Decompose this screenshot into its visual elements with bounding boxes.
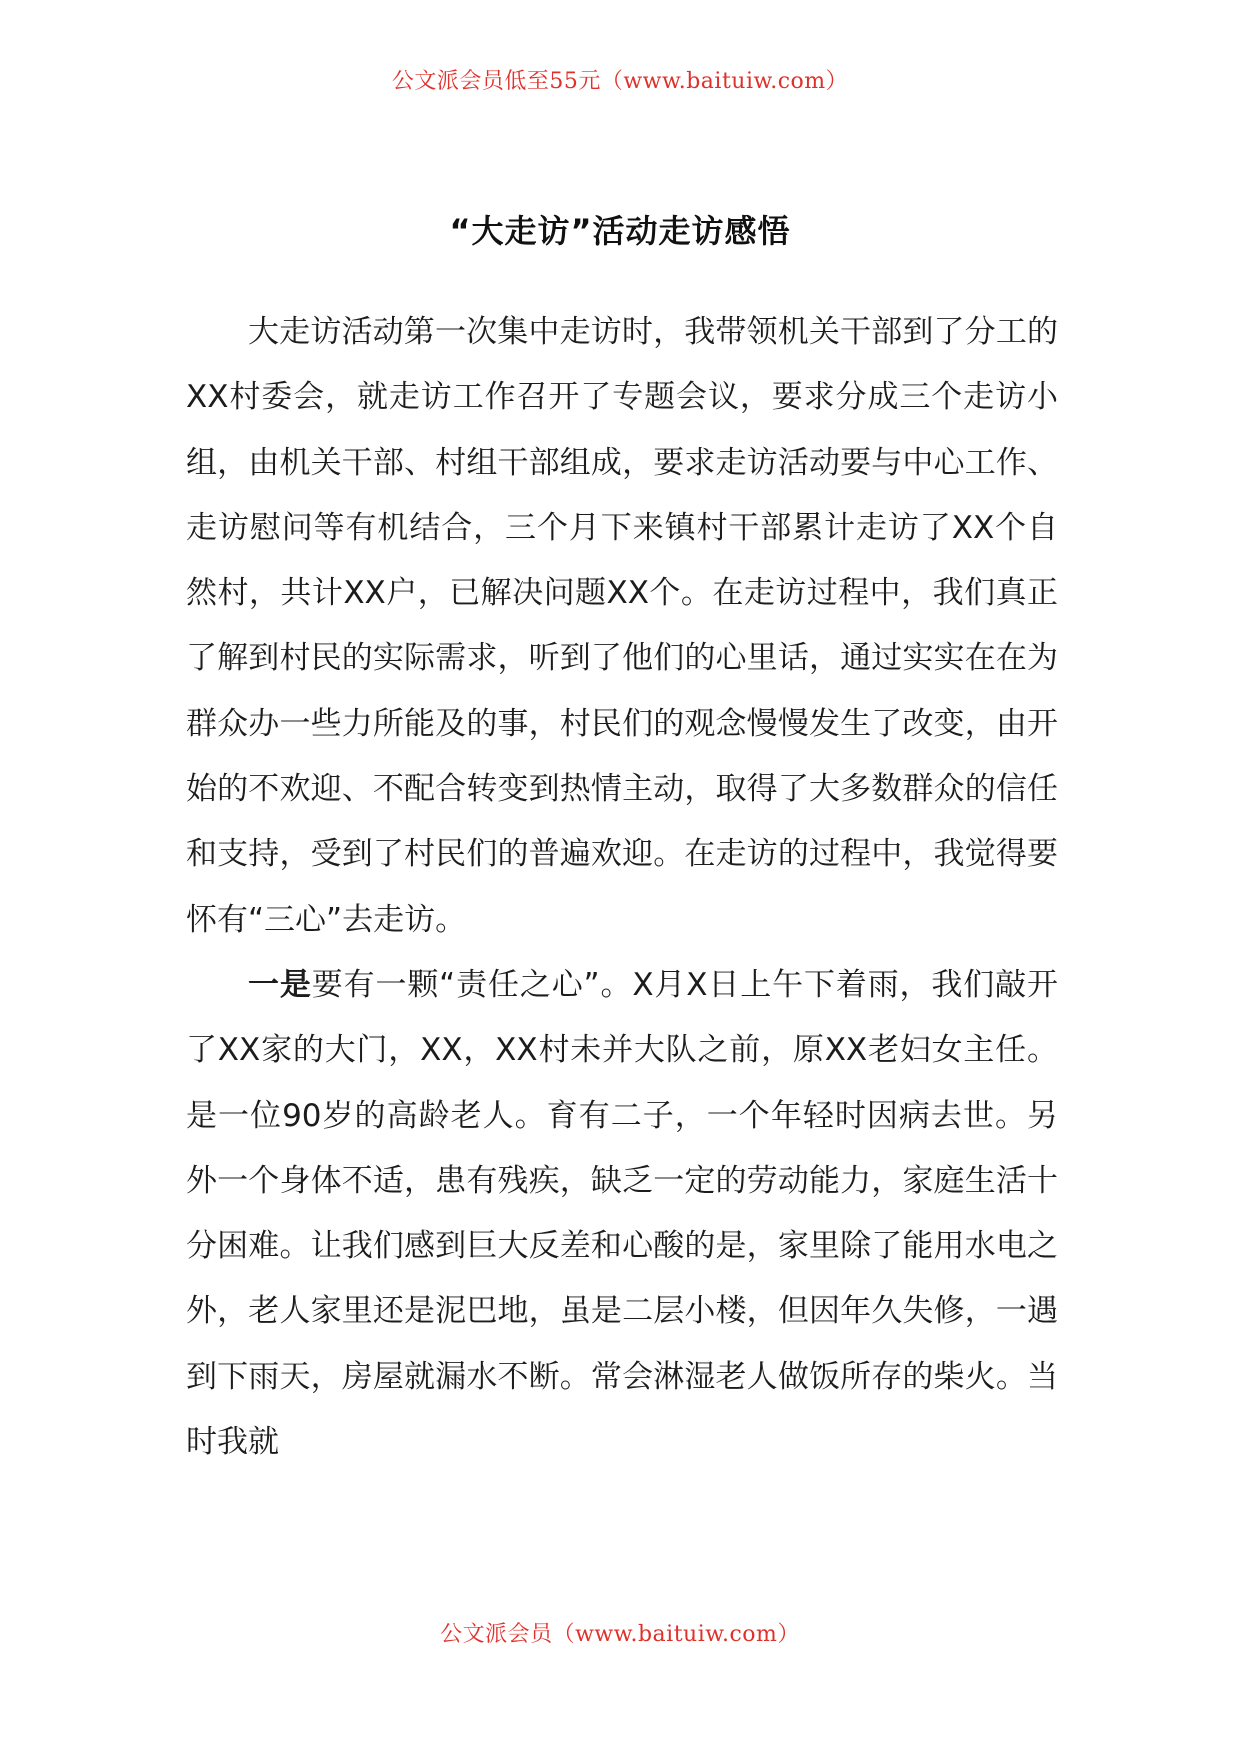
- paragraph-2-text: 要有一颗“责任之心”。X月X日上午下着雨，我们敲开了XX家的大门，XX，XX村未并大队之前，原XX老妇女主任。是一位90岁的高龄老人。育有二子，一个年轻时因病去世。另外一个身体不适，患有残疾，缺乏一定的劳动能力，家庭生活十分困难。让我们感到巨大反差和心酸的是，家里除了能用水电之外，老人家里还是泥巴地，虽是二层小楼，但因年久失修，一遇到下雨天，房屋就漏水不断。常会淋湿老人做饭所存的柴火。当时我就: [186, 966, 1059, 1461]
- document-body: [186, 300, 1058, 1475]
- document-title: “大走访”活动走访感悟: [449, 212, 791, 250]
- paragraph-1: [186, 300, 1058, 953]
- paragraph-2-lead: 一是: [248, 966, 312, 1003]
- page-header-watermark: 公文派会员低至55元（www.baituiw.com）: [391, 69, 849, 94]
- paragraph-1-text: 大走访活动第一次集中走访时，我带领机关干部到了分工的XX村委会，就走访工作召开了专题会议，要求分成三个走访小组，由机关干部、村组干部组成，要求走访活动要与中心工作、走访慰问等有机结合，三个月下来镇村干部累计走访了XX个自然村，共计XX户，已解决问题XX个。在走访过程中，我们真正了解到村民的实际需求，听到了他们的心里话，通过实实在在为群众办一些力所能及的事，村民们的观念慢慢发生了改变，由开始的不欢迎、不配合转变到热情主动，取得了大多数群众的信任和支持，受到了村民们的普遍欢迎。在走访的过程中，我觉得要怀有“三心”去走访。: [186, 314, 1058, 938]
- paragraph-2: [186, 953, 1058, 1475]
- page-footer-watermark: 公文派会员（www.baituiw.com）: [440, 1622, 800, 1647]
